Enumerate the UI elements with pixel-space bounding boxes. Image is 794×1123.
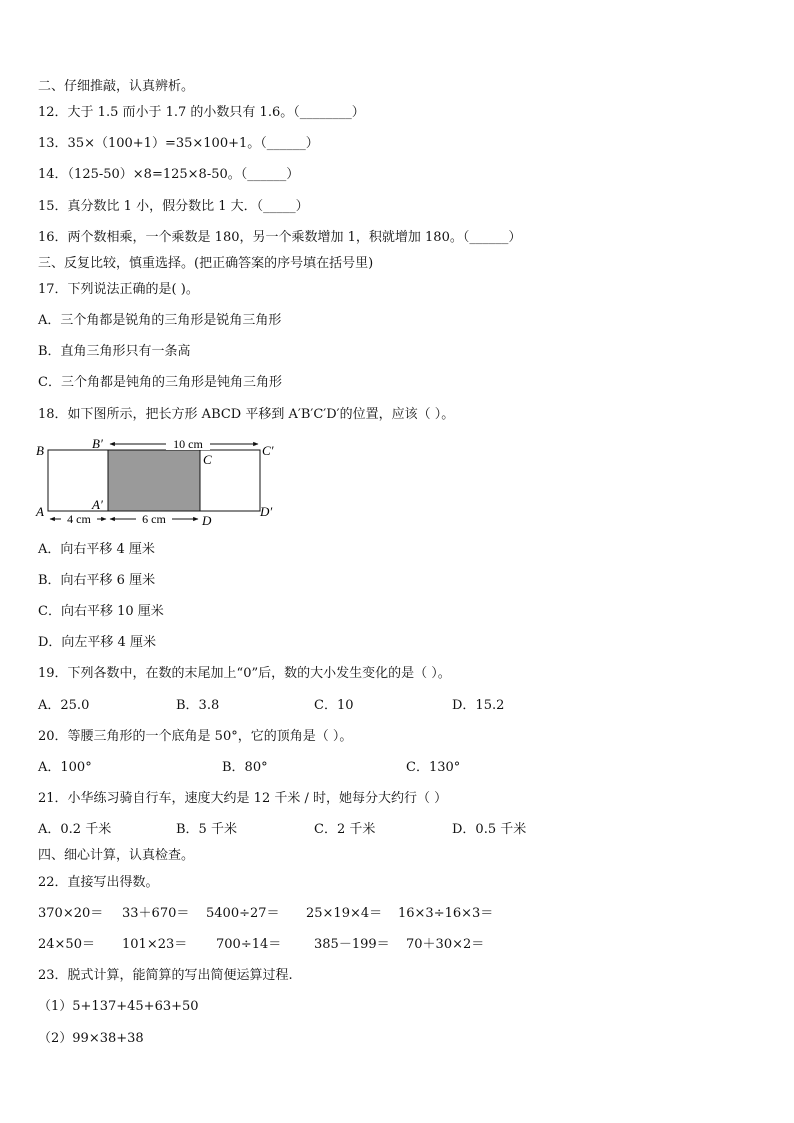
question-14: 14．（125-50）×8=125×8-50。（______） (38, 167, 300, 182)
question-21-stem: 21．小华练习骑自行车，速度大约是 12 千米 / 时，她每分大约行（ ） (38, 791, 448, 806)
section-4-title: 四、细心计算，认真检查。 (38, 848, 195, 863)
question-23-item-2: （2）99×38+38 (38, 1031, 144, 1046)
label-10cm: 10 cm (173, 437, 203, 451)
question-16: 16．两个数相乘，一个乘数是 180，另一个乘数增加 1，积就增加 180。（______） (38, 230, 522, 245)
calc-item: 101×23＝ (122, 937, 188, 952)
calc-item: 370×20＝ (38, 906, 104, 921)
label-6cm: 6 cm (142, 512, 166, 526)
calc-item: 33＋670＝ (122, 906, 190, 921)
question-19-option-c: C．10 (314, 698, 354, 713)
calc-row-1 (38, 905, 758, 923)
question-22-stem: 22．直接写出得数。 (38, 875, 159, 890)
question-17-option-b: B．直角三角形只有一条高 (38, 344, 191, 359)
question-21-option-b: B．5 千米 (176, 822, 237, 837)
label-a-prime: A′ (92, 497, 103, 512)
question-12: 12．大于 1.5 而小于 1.7 的小数只有 1.6。（________） (38, 105, 365, 120)
question-20-stem: 20．等腰三角形的一个底角是 50°，它的顶角是（ ）。 (38, 729, 353, 744)
question-18-option-c: C．向右平移 10 厘米 (38, 604, 164, 619)
question-18-stem: 18．如下图所示，把长方形 ABCD 平移到 A′B′C′D′的位置，应该（ ）。 (38, 407, 455, 422)
question-21-option-d: D．0.5 千米 (452, 822, 527, 837)
question-19-option-b: B．3.8 (176, 698, 220, 713)
calc-item: 16×3÷16×3＝ (398, 906, 494, 921)
label-a: A (36, 504, 44, 519)
calc-item: 70＋30×2＝ (406, 937, 485, 952)
translation-figure (30, 434, 290, 530)
label-4cm: 4 cm (67, 512, 91, 526)
calc-item: 24×50＝ (38, 937, 95, 952)
question-18-option-d: D．向左平移 4 厘米 (38, 635, 156, 650)
shaded-rectangle (108, 450, 200, 511)
question-18-option-b: B．向右平移 6 厘米 (38, 573, 156, 588)
question-18-option-a: A．向右平移 4 厘米 (38, 542, 155, 557)
question-17-option-a: A．三个角都是锐角的三角形是锐角三角形 (38, 313, 282, 328)
question-23-item-1: （1）5+137+45+63+50 (38, 999, 199, 1014)
question-20-option-c: C．130° (406, 760, 461, 775)
question-17-option-c: C．三个角都是钝角的三角形是钝角三角形 (38, 375, 282, 390)
label-d-prime: D′ (260, 504, 273, 519)
question-21-option-c: C．2 千米 (314, 822, 376, 837)
section-3-title: 三、反复比较，慎重选择。(把正确答案的序号填在括号里) (38, 256, 374, 271)
calc-item: 5400÷27＝ (206, 906, 280, 921)
calc-item: 25×19×4＝ (306, 906, 383, 921)
question-13: 13．35×（100+1）=35×100+1。（______） (38, 136, 319, 151)
question-19-option-d: D．15.2 (452, 698, 505, 713)
calc-item: 700÷14＝ (216, 937, 282, 952)
label-c-prime: C′ (262, 443, 274, 458)
question-19-stem: 19．下列各数中，在数的末尾加上“0”后，数的大小发生变化的是（ ）。 (38, 666, 451, 681)
label-b-prime: B′ (92, 436, 103, 451)
question-17-stem: 17．下列说法正确的是( )。 (38, 282, 199, 297)
section-2-title: 二、仔细推敲，认真辨析。 (38, 79, 195, 94)
label-d: D (202, 513, 212, 528)
question-21-options (38, 821, 758, 839)
calc-row-2 (38, 936, 758, 954)
label-b: B (36, 443, 44, 458)
question-19-options (38, 697, 758, 715)
question-23-stem: 23．脱式计算，能简算的写出简便运算过程. (38, 968, 293, 983)
question-21-option-a: A．0.2 千米 (38, 822, 112, 837)
calc-item: 385－199＝ (314, 937, 390, 952)
question-19-option-a: A．25.0 (38, 698, 90, 713)
question-20-options (38, 759, 758, 777)
question-20-option-a: A．100° (38, 760, 92, 775)
question-15: 15．真分数比 1 小，假分数比 1 大．（_____） (38, 199, 309, 214)
label-c: C (203, 452, 212, 467)
question-20-option-b: B．80° (222, 760, 268, 775)
